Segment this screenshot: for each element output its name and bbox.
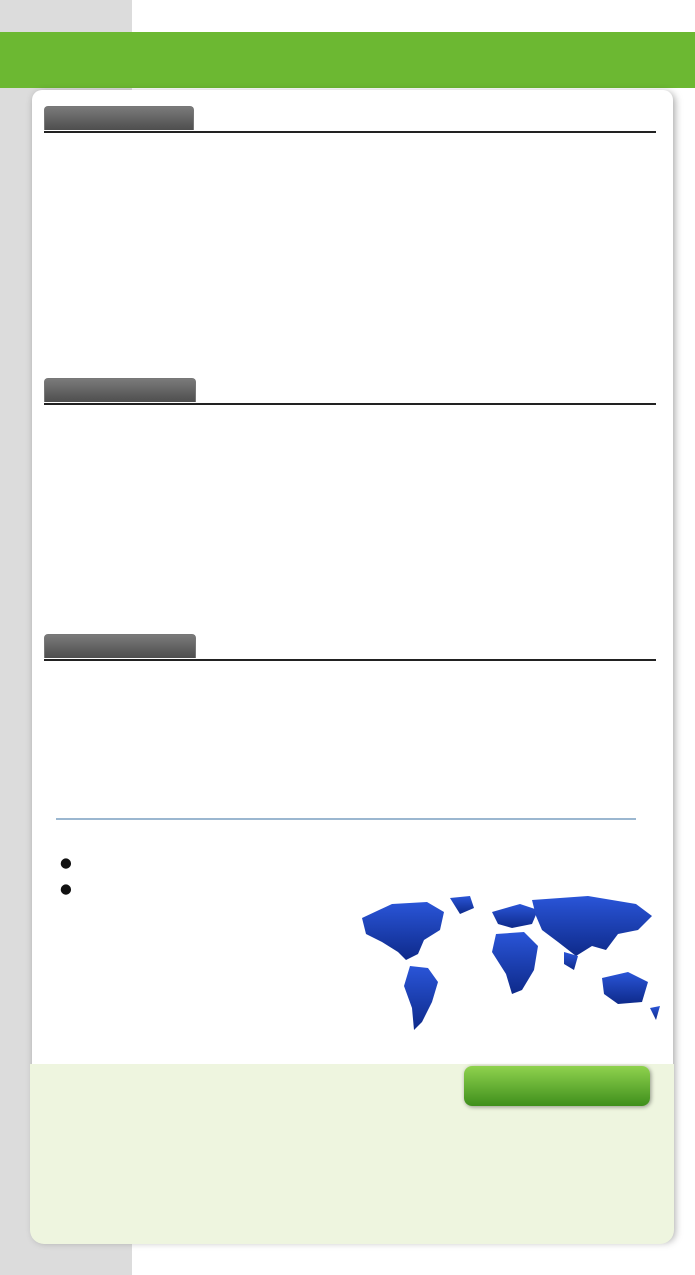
section-divider (44, 659, 656, 661)
mission-divider (56, 818, 636, 820)
world-map-icon (352, 890, 672, 1050)
trip-1 (60, 853, 81, 874)
section-divider (44, 403, 656, 405)
section-tab-dept (44, 634, 196, 658)
section-tab-monthly (44, 106, 194, 130)
bullet-icon: ● (60, 881, 72, 897)
section-divider (44, 131, 656, 133)
trip-2 (60, 879, 81, 900)
section-tab-meeting (44, 378, 196, 402)
members-news-button (464, 1066, 650, 1106)
header-banner (0, 32, 695, 88)
bullet-icon: ● (60, 855, 72, 871)
